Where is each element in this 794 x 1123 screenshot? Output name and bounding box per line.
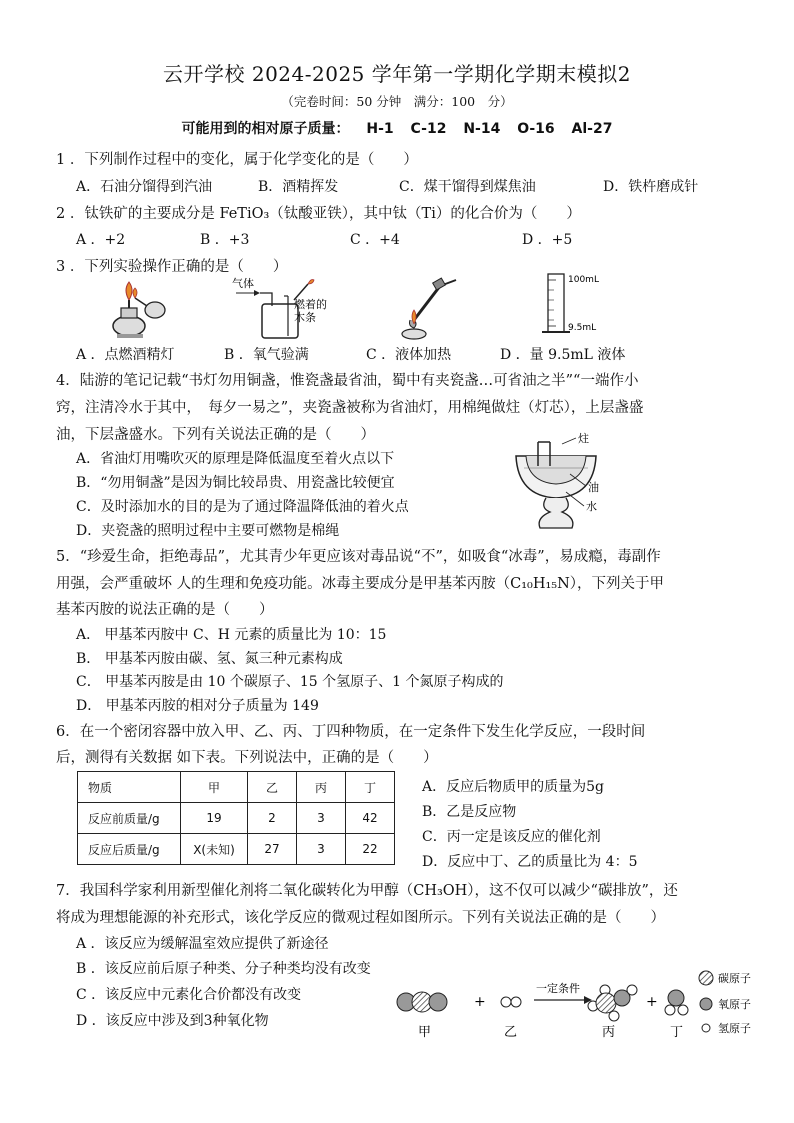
table-cell: 2 xyxy=(248,803,297,834)
table-header-cell: 丁 xyxy=(346,772,395,803)
table-row xyxy=(78,803,395,834)
q1-option-a: A．石油分馏得到汽油 xyxy=(76,179,213,195)
table-cell: 27 xyxy=(248,834,297,865)
liquid-heating-figure xyxy=(396,276,466,340)
q5-option-c: C． 甲基苯丙胺是由 10 个碳原子、15 个氢原子、1 个氮原子构成的 xyxy=(76,674,504,690)
q6-option-b: B．乙是反应物 xyxy=(422,804,517,820)
q4-option-b: B．“勿用铜盏”是因为铜比较昂贵、用瓷盏比较便宜 xyxy=(76,475,395,491)
legend-hydrogen: 氢原子 xyxy=(718,1022,751,1035)
atomic-masses-label: 可能用到的相对原子质量： xyxy=(181,121,350,137)
atomic-mass-h: H-1 xyxy=(366,121,394,137)
q2-option-a: A ．+2 xyxy=(76,232,126,248)
reaction-condition: 一定条件 xyxy=(536,982,580,995)
fig-d-mark-label: 9.5mL xyxy=(568,323,597,333)
molecule-co2 xyxy=(397,992,447,1012)
q7-line-1: 7．我国科学家利用新型催化剂将二氧化碳转化为甲醇（CH₃OH），这不仅可以减少“碳排放”，还 xyxy=(56,883,678,899)
q6-option-a: A．反应后物质甲的质量为5g xyxy=(422,779,604,795)
q4-option-a: A．省油灯用嘴吹灭的原理是降低温度至着火点以下 xyxy=(76,451,395,467)
alcohol-lamp-figure xyxy=(105,276,175,340)
measuring-cylinder-figure xyxy=(540,268,610,340)
q6-line-2: 后，测得有关数据 如下表。下列说法中，正确的是（ ） xyxy=(56,750,438,766)
table-header-cell: 乙 xyxy=(248,772,297,803)
table-header-cell: 甲 xyxy=(181,772,248,803)
q6-option-c: C．丙一定是该反应的催化剂 xyxy=(422,829,601,845)
oil-lamp-figure xyxy=(510,432,610,532)
table-cell: X(未知) xyxy=(181,834,248,865)
q5-option-b: B． 甲基苯丙胺由碳、氢、氮三种元素构成 xyxy=(76,651,343,667)
q4-option-c: C．及时添加水的目的是为了通过降温降低油的着火点 xyxy=(76,499,409,515)
q2-option-b: B ．+3 xyxy=(200,232,250,248)
fig-zhu-label: 炷 xyxy=(578,432,589,445)
q1-option-b: B．酒精挥发 xyxy=(258,179,339,195)
q1-option-d: D．铁杵磨成针 xyxy=(603,179,699,195)
q3-option-c: C ．液体加热 xyxy=(366,347,452,363)
oxygen-test-figure xyxy=(232,276,327,340)
table-header-cell: 丙 xyxy=(297,772,346,803)
q5-line-2: 用强，会严重破坏 人的生理和免疫功能。冰毒主要成分是甲基苯丙胺（C₁₀H₁₅N），下列关于甲 xyxy=(56,576,665,592)
q7-line-2: 将成为理想能源的补充形式，该化学反应的微观过程如图所示。下列有关说法正确的是（ ） xyxy=(56,910,665,926)
fig-d-top-label: 100mL xyxy=(568,275,599,285)
q3-option-b: B ．氧气验满 xyxy=(224,347,309,363)
exam-subtitle: （完卷时间：50 分钟 满分：100 分） xyxy=(281,94,513,109)
q3-option-d: D ．量 9.5mL 液体 xyxy=(500,347,626,363)
q5-line-3: 基苯丙胺的说法正确的是（ ） xyxy=(56,602,274,618)
q1-stem: 1 ．下列制作过程中的变化，属于化学变化的是（ ） xyxy=(56,152,418,168)
q4-line-2: 窍，注清冷水于其中， 每夕一易之”，夹瓷盏被称为省油灯，用棉绳做炷（灯芯），上层盏盛 xyxy=(56,400,644,416)
fig-shui-label: 水 xyxy=(586,500,597,513)
q2-option-d: D ．+5 xyxy=(522,232,573,248)
q7-option-c: C ．该反应中元素化合价都没有改变 xyxy=(76,987,302,1003)
fig-b-stick-label-2: 木条 xyxy=(294,311,316,324)
fig-b-gas-label: 气体 xyxy=(232,277,254,290)
q5-line-1: 5．“珍爱生命，拒绝毒品”，尤其青少年更应该对毒品说“不”，如吸食“冰毒”，易成瘾，毒副作 xyxy=(56,549,661,565)
table-cell: 3 xyxy=(297,803,346,834)
table-header-row xyxy=(78,772,395,803)
q7-option-a: A ．该反应为缓解温室效应提供了新途径 xyxy=(76,936,329,952)
q4-option-d: D．夹瓷盏的照明过程中主要可燃物是棉绳 xyxy=(76,523,340,539)
molecule-ch3oh xyxy=(588,985,637,1021)
atomic-mass-al: Al-27 xyxy=(571,121,613,137)
q6-line-1: 6．在一个密闭容器中放入甲、乙、丙、丁四种物质，在一定条件下发生化学反应，一段时间 xyxy=(56,724,646,740)
table-cell: 19 xyxy=(181,803,248,834)
q5-option-a: A． 甲基苯丙胺中 C、H 元素的质量比为 10：15 xyxy=(76,627,387,643)
molecule-h2 xyxy=(501,997,521,1007)
atomic-masses xyxy=(0,118,794,138)
label-yi: 乙 xyxy=(504,1025,518,1040)
label-jia: 甲 xyxy=(418,1025,432,1040)
q1-option-c: C．煤干馏得到煤焦油 xyxy=(399,179,536,195)
atomic-mass-n: N-14 xyxy=(463,121,501,137)
table-row xyxy=(78,834,395,865)
table-cell: 42 xyxy=(346,803,395,834)
exam-title: 云开学校 2024-2025 学年第一学期化学期末模拟2 xyxy=(163,62,631,86)
atomic-mass-o: O-16 xyxy=(517,121,555,137)
q5-option-d: D． 甲基苯丙胺的相对分子质量为 149 xyxy=(76,698,319,714)
q3-stem: 3 ．下列实验操作正确的是（ ） xyxy=(56,259,288,275)
label-ding: 丁 xyxy=(670,1025,684,1040)
table-cell: 3 xyxy=(297,834,346,865)
q3-option-a: A ．点燃酒精灯 xyxy=(76,347,175,363)
fig-you-label: 油 xyxy=(588,481,599,494)
legend-oxygen: 氧原子 xyxy=(718,998,751,1011)
table-header-cell: 物质 xyxy=(78,772,181,803)
table-cell: 22 xyxy=(346,834,395,865)
q7-option-d: D ．该反应中涉及到3种氧化物 xyxy=(76,1013,269,1029)
q6-option-d: D．反应中丁、乙的质量比为 4：5 xyxy=(422,854,638,870)
q2-option-c: C ．+4 xyxy=(350,232,400,248)
reaction-diagram xyxy=(390,968,770,1048)
legend-carbon: 碳原子 xyxy=(718,972,751,985)
plus-sign: + xyxy=(474,994,486,1010)
mass-data-table xyxy=(77,771,395,865)
q2-stem: 2 ．钛铁矿的主要成分是 FeTiO₃（钛酸亚铁），其中钛（Ti）的化合价为（ ） xyxy=(56,206,581,222)
label-bing: 丙 xyxy=(602,1025,616,1040)
q4-line-1: 4．陆游的笔记记载“书灯勿用铜盏，惟瓷盏最省油，蜀中有夹瓷盏…可省油之半”“一端作小 xyxy=(56,373,639,389)
fig-b-stick-label: 燃着的 xyxy=(294,298,327,311)
table-cell: 反应前质量/g xyxy=(78,803,181,834)
atomic-mass-c: C-12 xyxy=(410,121,447,137)
molecule-h2o xyxy=(665,990,688,1015)
plus-sign: + xyxy=(646,994,658,1010)
q4-line-3: 油，下层盏盛水。下列有关说法正确的是（ ） xyxy=(56,427,375,443)
q7-option-b: B ．该反应前后原子种类、分子种类均没有改变 xyxy=(76,961,371,977)
atom-legend xyxy=(699,971,751,1035)
table-cell: 反应后质量/g xyxy=(78,834,181,865)
